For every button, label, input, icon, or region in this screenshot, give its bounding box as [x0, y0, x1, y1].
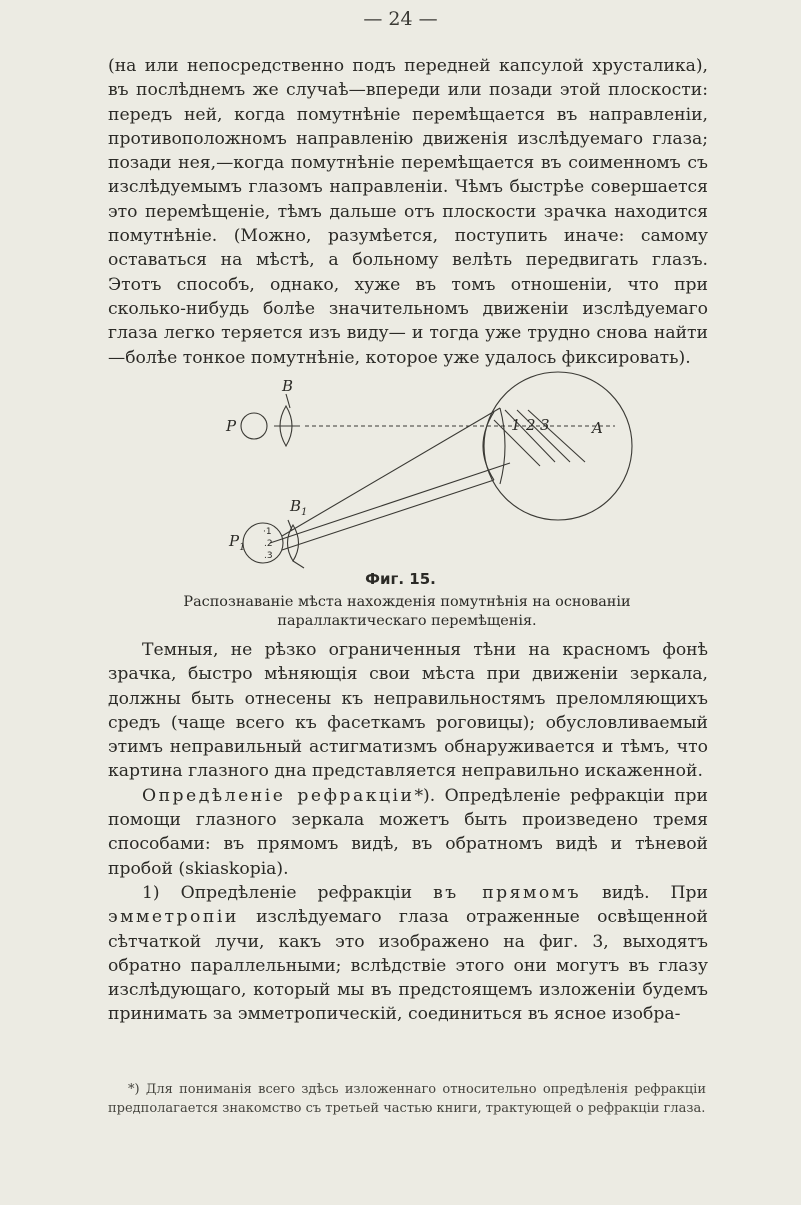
- text-block-top: [108, 54, 708, 370]
- label-small-1: ·1: [263, 527, 272, 537]
- paragraph-direct-view: [108, 881, 708, 1027]
- large-eye-cornea: [500, 408, 505, 484]
- label-a: A: [592, 419, 603, 437]
- heading-refraction: Опредѣленіе рефракціи: [142, 785, 415, 806]
- ray-line: [270, 463, 510, 543]
- figure-15-diagram: [210, 368, 640, 583]
- paragraph-shadows: Темныя, не рѣзко ограниченныя тѣни на красномъ фонѣ зрачка, быстро мѣняющія свои мѣста при движеніи зеркала, должны быть отнесены къ неправильностямъ преломляющихъ средъ (чаще всего къ фасеткамъ роговицы); обусловливаемый этимъ неправильный астигматизмъ обнаруживается и тѣмъ, что картина глазного дна представляется неправильно искаженной.: [108, 640, 708, 782]
- footnote-text: *) Для пониманія всего здѣсь изложеннаго относительно опредѣленія рефракціи предполагается знакомство съ третьей частью книги, трактующей о рефракціи глаза.: [108, 1082, 706, 1116]
- direct-view-text: изслѣдуемаго глаза отраженные освѣщенной сѣтчаткой лучи, какъ это изображено на фиг. 3, выходятъ обратно параллельными; вслѣдствіе этого они могутъ въ глазу изслѣдующаго, который мы въ предстоящемъ изложеніи будемъ принимать за эмметропическій, соединиться въ ясное изобра-: [108, 907, 708, 1025]
- label-p: P: [226, 417, 237, 435]
- label-b1: [289, 497, 307, 518]
- observer-pupil-p: [241, 413, 267, 439]
- ray-line: [282, 408, 500, 536]
- figure-legend: Распознаваніе мѣста нахожденія помутнѣнія на основаніи параллактическаго перемѣщенія.: [183, 594, 631, 629]
- label-b1-main: B: [290, 497, 302, 515]
- text-block-bottom: [108, 638, 708, 1027]
- label-b: B: [282, 377, 294, 395]
- label-small-2: .2: [264, 539, 273, 549]
- footnote-mark: *): [414, 785, 430, 806]
- label-p1: [228, 532, 245, 553]
- direct-view-lead: 1) Опредѣленіе рефракціи: [142, 882, 434, 903]
- footnote: [108, 1081, 706, 1118]
- observer-lens-b1: [288, 525, 299, 561]
- label-2: 2: [526, 416, 536, 434]
- emphasis-direct: въ прямомъ: [433, 882, 582, 903]
- large-eye-circle: [484, 372, 632, 520]
- paragraph-refraction-methods: [108, 784, 708, 881]
- paragraph-parallax-displacement: (на или непосредственно подъ передней капсулой хрусталика), въ послѣднемъ же случаѣ—впереди или позади этой плоскости: передъ ней, когда помутнѣніе перемѣщается въ направленіи, противоположномъ направленію движенія изслѣдуемаго глаза; позади нея,—когда помутнѣніе перемѣщается въ соименномъ съ изслѣдуемымъ глазомъ направленіи. Чѣмъ быстрѣе совершается это перемѣщеніе, тѣмъ дальше отъ плоскости зрачка находится помутнѣніе. (Можно, разумѣется, поступить иначе: самому оставаться на мѣстѣ, а больному велѣть передвигать глазъ. Этотъ способъ, однако, хуже въ томъ отношеніи, что при сколько-нибудь болѣе значительномъ движеніи изслѣдуемаго глаза легко теряется изъ виду— и тогда уже трудно снова найти—болѣе тонкое помутнѣніе, которое уже удалось фиксировать).: [108, 56, 708, 368]
- label-b1-sub: 1: [301, 507, 308, 518]
- figure-caption: Фиг. 15.: [365, 570, 436, 588]
- page-number: — 24 —: [363, 8, 438, 30]
- label-1: 1: [511, 416, 521, 434]
- label-p1-main: P: [229, 532, 240, 550]
- emphasis-emmetropia: эмметропіи: [108, 907, 239, 928]
- label-p1-sub: 1: [239, 542, 246, 553]
- refraction-methods-text: . Опредѣленіе рефракціи при помощи глазного зеркала можетъ быть произведено тремя способами: въ прямомъ видѣ, въ обратномъ видѣ и тѣневой пробой (skiaskopia).: [108, 785, 708, 879]
- ray-line: [282, 480, 494, 550]
- label-3: 3: [540, 416, 550, 434]
- label-small-3: .3: [264, 551, 273, 561]
- direct-view-mid: видѣ. При: [581, 882, 708, 903]
